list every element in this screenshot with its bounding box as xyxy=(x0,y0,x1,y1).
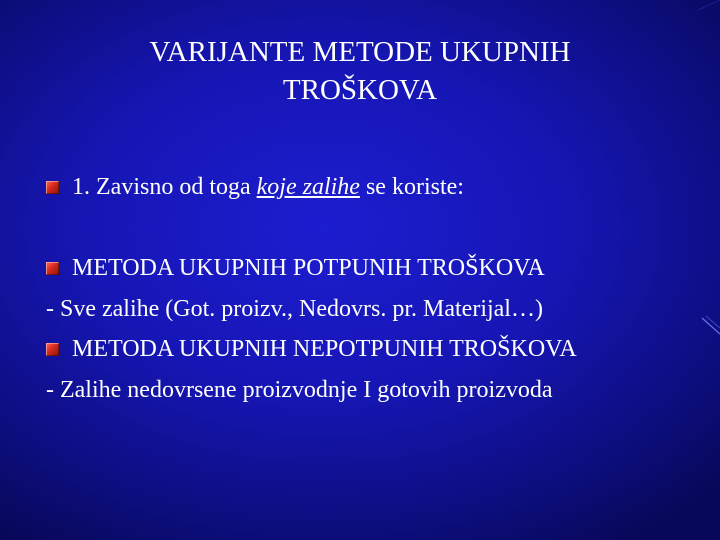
red-square-bullet-icon xyxy=(46,343,59,356)
criteria-prefix: 1. Zavisno od toga xyxy=(72,174,257,200)
red-square-bullet-icon xyxy=(46,181,59,194)
list-item-full-cost-method: METODA UKUPNIH POTPUNIH TROŠKOVA xyxy=(72,255,545,281)
red-square-bullet-icon xyxy=(46,262,59,275)
title-line-2: TROŠKOVA xyxy=(282,74,438,106)
criteria-emphasis: koje zalihe xyxy=(256,174,360,200)
partial-cost-method-detail: - Zalihe nedovrsene proizvodnje I gotovih proizvoda xyxy=(46,377,553,403)
title-line-1: VARIJANTE METODE UKUPNIH xyxy=(149,36,571,68)
criteria-suffix: se koriste: xyxy=(359,174,464,200)
list-item-criteria xyxy=(72,172,464,202)
slide-title xyxy=(60,33,660,109)
full-cost-method-detail: - Sve zalihe (Got. proizv., Nedovrs. pr. Materijal…) xyxy=(46,296,543,322)
list-item-partial-cost-method: METODA UKUPNIH NEPOTPUNIH TROŠKOVA xyxy=(72,336,577,362)
